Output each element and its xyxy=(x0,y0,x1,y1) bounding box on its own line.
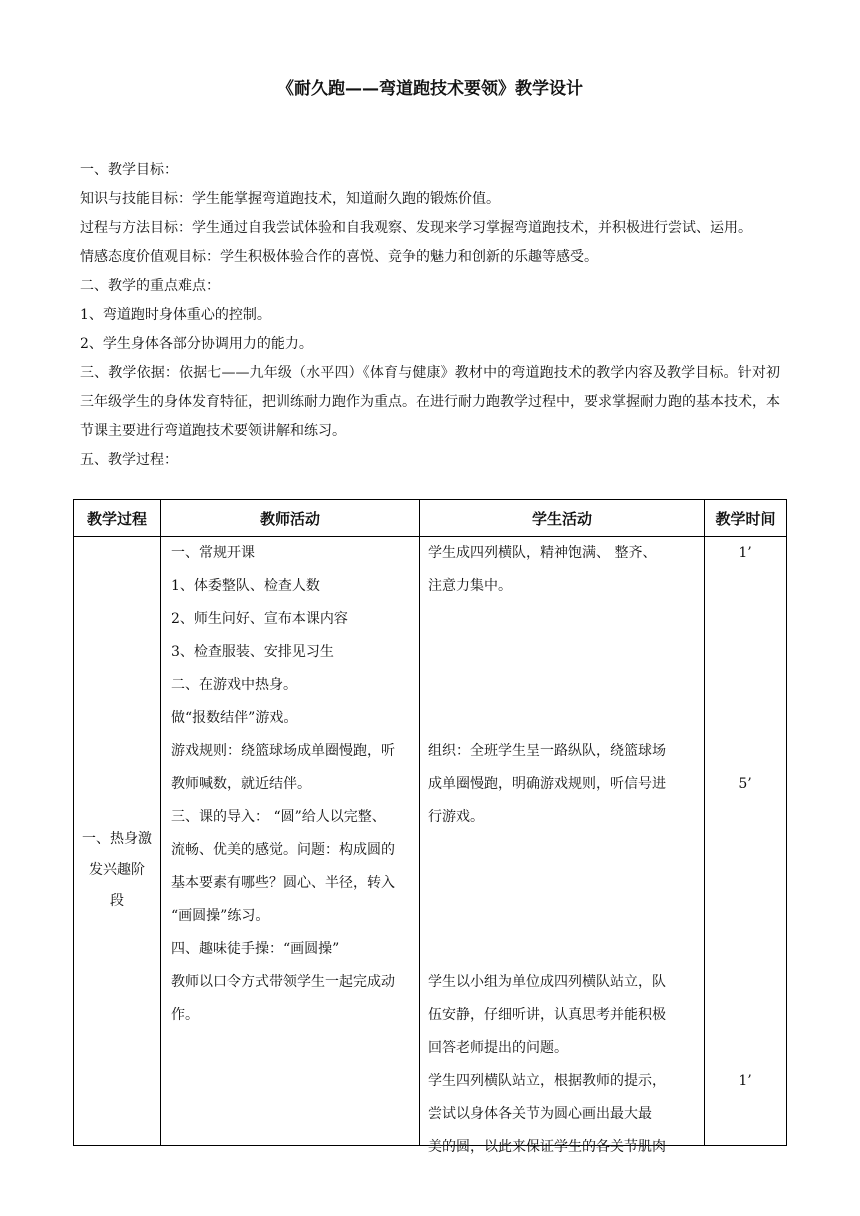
stage-line: 段 xyxy=(110,893,124,909)
goal-emotion: 情感态度价值观目标：学生积极体验合作的喜悦、竞争的魅力和创新的乐趣等感受。 xyxy=(80,249,598,265)
student-line: 美的圆，以此来保证学生的各关节肌肉 xyxy=(428,1139,666,1155)
header-student: 学生活动 xyxy=(420,500,705,537)
time-cell xyxy=(705,537,787,1146)
teacher-line: 四、趣味徒手操：“画圆操” xyxy=(171,941,340,957)
header-process: 教学过程 xyxy=(74,500,161,537)
teacher-line: 教师以口令方式带领学生一起完成动 xyxy=(171,974,395,990)
student-line: 回答老师提出的问题。 xyxy=(428,1040,568,1056)
document-body xyxy=(80,156,780,475)
goal-process: 过程与方法目标：学生通过自我尝试体验和自我观察、发现来学习掌握弯道跑技术，并积极进行尝试、运用。 xyxy=(80,220,752,236)
section-heading-objectives: 一、教学目标： xyxy=(80,162,178,178)
teacher-line: “画圆操”练习。 xyxy=(171,908,270,924)
header-teacher: 教师活动 xyxy=(161,500,420,537)
student-activity-cell xyxy=(420,537,705,1155)
teacher-line: 1、体委整队、检查人数 xyxy=(171,578,320,594)
goal-knowledge: 知识与技能目标：学生能掌握弯道跑技术，知道耐久跑的锻炼价值。 xyxy=(80,191,500,207)
stage-line: 发兴趣阶 xyxy=(89,862,145,878)
teacher-line: 一、常规开课 xyxy=(171,545,255,561)
time-value: 1’ xyxy=(738,1073,752,1089)
section-heading-keypoints: 二、教学的重点难点： xyxy=(80,278,220,294)
teacher-line: 流畅、优美的感觉。问题：构成圆的 xyxy=(171,842,395,858)
student-line: 行游戏。 xyxy=(428,809,484,825)
teaching-basis: 三、教学依据：依据七——九年级（水平四）《体育与健康》教材中的弯道跑技术的教学内容及教学目标。针对初三年级学生的身体发育特征，把训练耐力跑作为重点。在进行耐力跑教学过程中，要求掌握耐力跑的基本技术，本节课主要进行弯道跑技术要领讲解和练习。 xyxy=(80,365,780,439)
teacher-line: 游戏规则：绕篮球场成单圈慢跑，听 xyxy=(171,743,395,759)
student-line: 组织：全班学生呈一路纵队，绕篮球场 xyxy=(428,743,666,759)
table-row xyxy=(74,537,787,1146)
student-line: 学生四列横队站立，根据教师的提示， xyxy=(428,1073,666,1089)
time-value: 1’ xyxy=(738,545,752,561)
teacher-line: 作。 xyxy=(171,1007,199,1023)
student-line: 尝试以身体各关节为圆心画出最大最 xyxy=(428,1106,652,1122)
teacher-line: 2、师生问好、宣布本课内容 xyxy=(171,611,348,627)
student-line: 学生以小组为单位成四列横队站立，队 xyxy=(428,974,666,990)
student-line: 成单圈慢跑，明确游戏规则，听信号进 xyxy=(428,776,666,792)
stage-line: 一、热身激 xyxy=(82,831,152,847)
section-heading-process: 五、教学过程： xyxy=(80,452,178,468)
keypoint-1: 1、弯道跑时身体重心的控制。 xyxy=(80,307,271,323)
student-line: 伍安静，仔细听讲，认真思考并能积极 xyxy=(428,1007,666,1023)
student-line: 学生成四列横队，精神饱满、 整齐、 xyxy=(428,545,657,561)
table-header-row xyxy=(74,500,787,537)
lesson-table xyxy=(73,499,787,1155)
teacher-line: 二、在游戏中热身。 xyxy=(171,677,297,693)
teacher-line: 3、检查服装、安排见习生 xyxy=(171,644,334,660)
teacher-line: 做“报数结伴”游戏。 xyxy=(171,710,298,726)
time-value: 5’ xyxy=(738,776,752,792)
student-line: 注意力集中。 xyxy=(428,578,512,594)
stage-cell xyxy=(74,537,161,1146)
teacher-line: 教师喊数，就近结伴。 xyxy=(171,776,311,792)
document-title: 《耐久跑——弯道跑技术要领》教学设计 xyxy=(277,79,583,99)
header-time: 教学时间 xyxy=(705,500,787,537)
teacher-line: 基本要素有哪些？圆心、半径，转入 xyxy=(171,875,395,891)
teacher-line: 三、课的导入： “圆”给人以完整、 xyxy=(171,809,386,825)
keypoint-2: 2、学生身体各部分协调用力的能力。 xyxy=(80,336,313,352)
stage-label xyxy=(74,824,160,917)
teacher-activity-cell xyxy=(161,537,420,1146)
